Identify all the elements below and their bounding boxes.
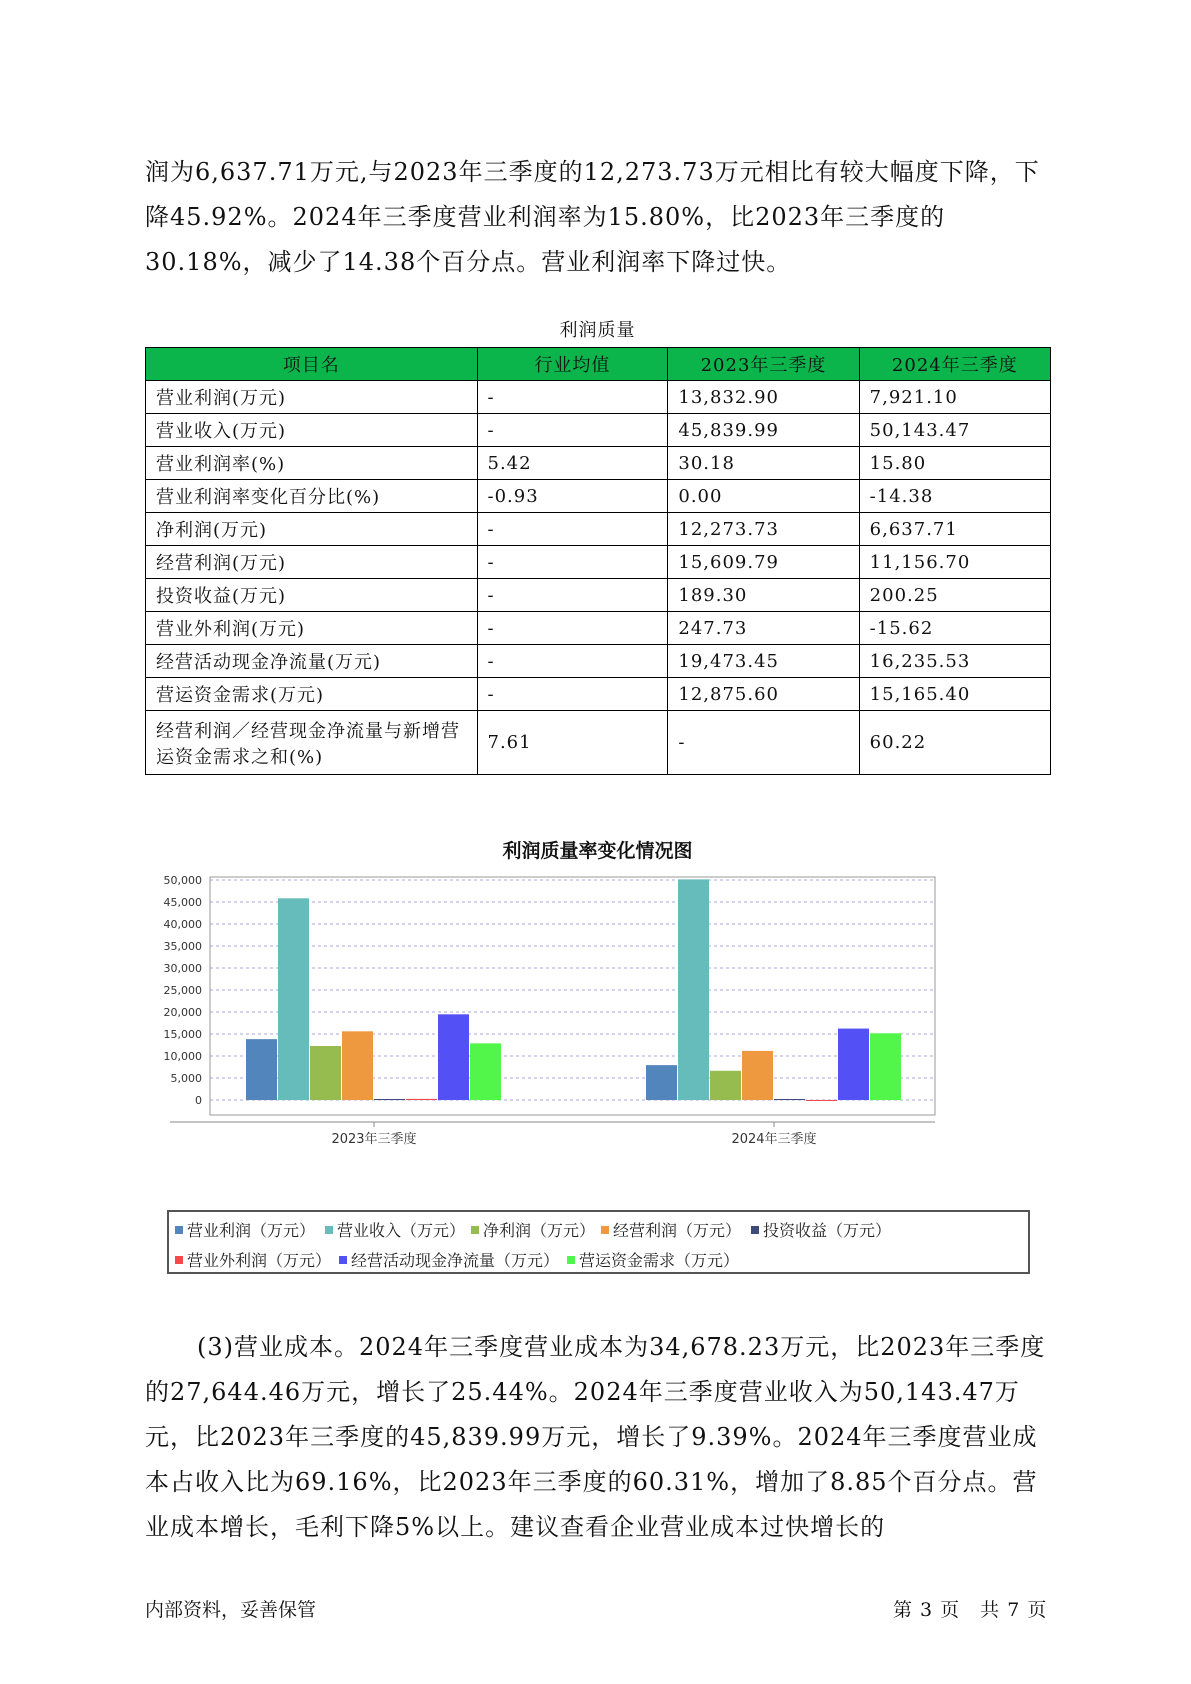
header-2024q3: 2024年三季度 bbox=[859, 348, 1050, 381]
legend-item bbox=[175, 1248, 331, 1271]
cell-item: 投资收益(万元) bbox=[146, 579, 478, 612]
bar bbox=[470, 1043, 501, 1100]
legend-swatch bbox=[339, 1256, 347, 1264]
header-industry-avg: 行业均值 bbox=[477, 348, 668, 381]
cell-2023q3: 13,832.90 bbox=[668, 381, 859, 414]
cell-item: 营业利润率(%) bbox=[146, 447, 478, 480]
cell-industry-avg: - bbox=[477, 381, 668, 414]
table-row bbox=[146, 645, 1051, 678]
paragraph-profit-summary: 润为6,637.71万元,与2023年三季度的12,273.73万元相比有较大幅度下降，下降45.92%。2024年三季度营业利润率为15.80%，比2023年三季度的30.18%，减少了14.38个百分点。营业利润率下降过快。 bbox=[145, 158, 1040, 276]
cell-item: 营业利润(万元) bbox=[146, 381, 478, 414]
table-row bbox=[146, 678, 1051, 711]
cell-2023q3: 30.18 bbox=[668, 447, 859, 480]
table-row bbox=[146, 447, 1051, 480]
cell-industry-avg: - bbox=[477, 579, 668, 612]
legend-label: 营运资金需求（万元） bbox=[579, 1251, 740, 1270]
cell-2023q3: 19,473.45 bbox=[668, 645, 859, 678]
y-tick-label: 25,000 bbox=[163, 984, 202, 997]
bar bbox=[342, 1031, 373, 1100]
legend-swatch bbox=[175, 1226, 183, 1234]
cell-2024q3: 200.25 bbox=[859, 579, 1050, 612]
cell-2023q3: - bbox=[668, 711, 859, 775]
bar bbox=[742, 1051, 773, 1100]
bar bbox=[710, 1071, 741, 1100]
cell-item: 经营活动现金净流量(万元) bbox=[146, 645, 478, 678]
chart-title: 利润质量率变化情况图 bbox=[502, 840, 693, 862]
chart-legend bbox=[167, 1210, 1030, 1274]
cell-industry-avg: - bbox=[477, 414, 668, 447]
bar bbox=[806, 1100, 837, 1101]
table-row bbox=[146, 513, 1051, 546]
cell-item: 净利润(万元) bbox=[146, 513, 478, 546]
cell-2024q3: 50,143.47 bbox=[859, 414, 1050, 447]
y-tick-label: 10,000 bbox=[163, 1050, 202, 1063]
bar bbox=[838, 1029, 869, 1100]
bar bbox=[438, 1014, 469, 1100]
x-category-label: 2024年三季度 bbox=[731, 1132, 817, 1147]
y-tick-label: 30,000 bbox=[163, 962, 202, 975]
legend-item bbox=[751, 1218, 891, 1241]
table-row bbox=[146, 480, 1051, 513]
cell-2023q3: 189.30 bbox=[668, 579, 859, 612]
cell-2024q3: 6,637.71 bbox=[859, 513, 1050, 546]
legend-label: 净利润（万元） bbox=[483, 1221, 596, 1240]
y-tick-label: 35,000 bbox=[163, 940, 202, 953]
header-2023q3: 2023年三季度 bbox=[668, 348, 859, 381]
y-tick-label: 40,000 bbox=[163, 918, 202, 931]
legend-item bbox=[601, 1218, 741, 1241]
cell-2024q3: -15.62 bbox=[859, 612, 1050, 645]
cell-industry-avg: - bbox=[477, 678, 668, 711]
legend-item bbox=[325, 1218, 465, 1241]
cell-2024q3: 15.80 bbox=[859, 447, 1050, 480]
bar bbox=[406, 1099, 437, 1100]
bar bbox=[646, 1065, 677, 1100]
y-tick-label: 50,000 bbox=[163, 874, 202, 887]
cell-industry-avg: 5.42 bbox=[477, 447, 668, 480]
y-tick-label: 45,000 bbox=[163, 896, 202, 909]
legend-swatch bbox=[175, 1256, 183, 1264]
legend-label: 营业利润（万元） bbox=[187, 1221, 316, 1240]
cell-industry-avg: - bbox=[477, 546, 668, 579]
table-header-row bbox=[146, 348, 1051, 381]
cell-industry-avg: - bbox=[477, 612, 668, 645]
cell-2024q3: 60.22 bbox=[859, 711, 1050, 775]
cell-2024q3: 11,156.70 bbox=[859, 546, 1050, 579]
legend-label: 经营活动现金净流量（万元） bbox=[351, 1251, 560, 1270]
cell-industry-avg: - bbox=[477, 513, 668, 546]
y-tick-label: 15,000 bbox=[163, 1028, 202, 1041]
cell-2024q3: 15,165.40 bbox=[859, 678, 1050, 711]
bar bbox=[870, 1033, 901, 1100]
cell-item: 营业外利润(万元) bbox=[146, 612, 478, 645]
table-row bbox=[146, 414, 1051, 447]
table-row bbox=[146, 612, 1051, 645]
table-row bbox=[146, 711, 1051, 775]
bar bbox=[774, 1099, 805, 1100]
legend-swatch bbox=[601, 1226, 609, 1234]
y-tick-label: 20,000 bbox=[163, 1006, 202, 1019]
bar bbox=[246, 1039, 277, 1100]
footer-page-number: 第 3 页 共 7 页 bbox=[893, 1599, 1048, 1621]
cell-item: 经营利润／经营现金净流量与新增营运资金需求之和(%) bbox=[146, 711, 478, 775]
table-row bbox=[146, 546, 1051, 579]
cell-item: 营业收入(万元) bbox=[146, 414, 478, 447]
legend-label: 营业外利润（万元） bbox=[187, 1251, 332, 1270]
cell-2023q3: 12,875.60 bbox=[668, 678, 859, 711]
cell-item: 营运资金需求(万元) bbox=[146, 678, 478, 711]
cell-item: 经营利润(万元) bbox=[146, 546, 478, 579]
y-tick-label: 0 bbox=[195, 1094, 202, 1107]
table-caption: 利润质量 bbox=[559, 320, 636, 341]
cell-industry-avg: - bbox=[477, 645, 668, 678]
header-item: 项目名 bbox=[146, 348, 478, 381]
x-category-label: 2023年三季度 bbox=[331, 1132, 417, 1147]
cell-2023q3: 45,839.99 bbox=[668, 414, 859, 447]
cell-2023q3: 15,609.79 bbox=[668, 546, 859, 579]
y-tick-label: 5,000 bbox=[170, 1072, 202, 1085]
legend-swatch bbox=[325, 1226, 333, 1234]
cell-2023q3: 12,273.73 bbox=[668, 513, 859, 546]
paragraph-operating-cost: (3)营业成本。2024年三季度营业成本为34,678.23万元，比2023年三季度的27,644.46万元，增长了25.44%。2024年三季度营业收入为50,143.47万元，比2023年三季度的45,839.99万元，增长了9.39%。2024年三季度营业成本占收入比为69.16%，比2023年三季度的60.31%，增加了8.85个百分点。营业成本增长，毛利下降5%以上。建议查看企业营业成本过快增长的 bbox=[145, 1333, 1046, 1541]
legend-item bbox=[471, 1218, 595, 1241]
cell-2024q3: -14.38 bbox=[859, 480, 1050, 513]
cell-2023q3: 0.00 bbox=[668, 480, 859, 513]
legend-label: 经营利润（万元） bbox=[613, 1221, 742, 1240]
bar bbox=[310, 1046, 341, 1100]
cell-2024q3: 16,235.53 bbox=[859, 645, 1050, 678]
legend-item bbox=[339, 1248, 559, 1271]
bar bbox=[278, 898, 309, 1100]
table-row bbox=[146, 381, 1051, 414]
cell-2023q3: 247.73 bbox=[668, 612, 859, 645]
bar bbox=[374, 1099, 405, 1100]
cell-item: 营业利润率变化百分比(%) bbox=[146, 480, 478, 513]
legend-swatch bbox=[471, 1226, 479, 1234]
legend-label: 投资收益（万元） bbox=[763, 1221, 892, 1240]
cell-2024q3: 7,921.10 bbox=[859, 381, 1050, 414]
cell-industry-avg: -0.93 bbox=[477, 480, 668, 513]
legend-label: 营业收入（万元） bbox=[337, 1221, 466, 1240]
legend-item bbox=[175, 1218, 315, 1241]
legend-swatch bbox=[751, 1226, 759, 1234]
legend-swatch bbox=[567, 1256, 575, 1264]
profit-quality-chart bbox=[160, 870, 960, 1147]
cell-industry-avg: 7.61 bbox=[477, 711, 668, 775]
footer-confidential: 内部资料，妥善保管 bbox=[145, 1599, 317, 1621]
table-row bbox=[146, 579, 1051, 612]
legend-item bbox=[567, 1248, 739, 1271]
profit-quality-table bbox=[145, 347, 1051, 775]
bar bbox=[678, 879, 709, 1100]
